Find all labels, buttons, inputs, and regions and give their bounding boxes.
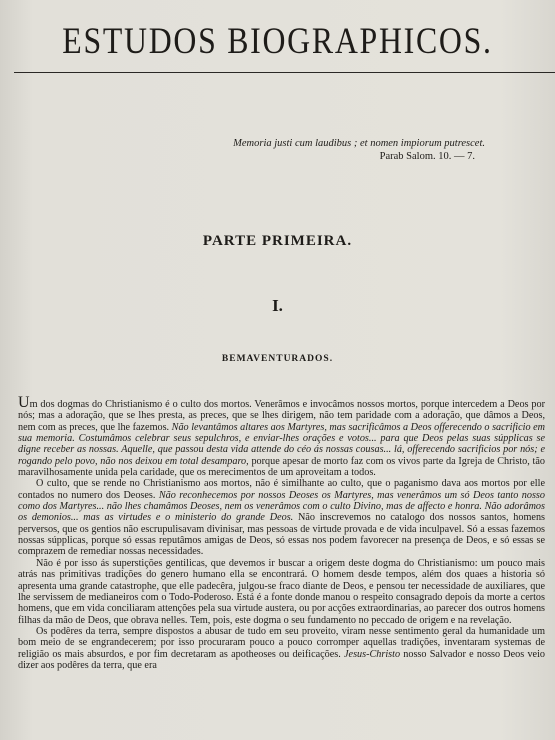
- header-rule: [14, 72, 555, 73]
- epigraph-quote: Memoria justi cum laudibus ; et nomen impiorum putrescet.: [233, 138, 485, 149]
- paragraph-4-italic: Jesus-Christo: [344, 648, 401, 660]
- drop-initial: U: [18, 394, 30, 411]
- paragraph-2-text-a: O culto, que se rende no Christianismo aos mortos, não é similhante ao culto, que o paganismo dava aos mortos por elle contados no numero dos Deoses.: [18, 478, 545, 501]
- body-text: [18, 394, 546, 671]
- paragraph-4: [18, 626, 545, 671]
- page-title: ESTUDOS BIOGRAPHICOS.: [62, 21, 493, 62]
- paragraph-1-italic: Não levantâmos altares aos Martyres, mas sacrificâmos a Deos offerecendo o sacrificio em sua memoria. Costumâmos celebrar seus sepulchros, e enviar-lhes orações e votos... para que Deos pelas suas súpplicas se digne receber as nossas. Aquelle, que passou desta vida attende do céo ás nossas cousas... lá, offerecendo sacrificios por nós; e rogando pelo povo, não nos deixou em total desamparo,: [18, 421, 545, 467]
- chapter-number: I.: [272, 296, 283, 315]
- part-title: PARTE PRIMEIRA.: [202, 233, 353, 249]
- section-title: BEMAVENTURADOS.: [221, 354, 334, 364]
- paragraph-4-text-b: nosso Salvador e nosso Deos veio dizer aos podêres da terra, que era: [18, 648, 546, 671]
- paragraph-1-text-a: m dos dogmas do Christianismo é o culto dos mortos. Venerâmos e invocâmos nossos mortos, porque intercedem a Deos por nós; mas a adoração, que se lhes presta, as preces, que se lhes dirigem, não tem paridade com a adoração, que dâmos a Deos, nem com as preces, que lhe fazemos.: [18, 399, 545, 433]
- paragraph-3: [18, 558, 545, 626]
- paragraph-2-text-b: Não inscrevemos no catalogo dos nossos santos, homens perversos, que os gentios não escrupulisavam divinisar, mas pessoas de virtude provada e de vida inculpavel. Só a essas fazemos nossas súpplicas, porque só essas reputâmos amigas de Deos, só essas nos podem favorecer na presença de Deos, e só essas se comprazem de remediar nossas necessidades.: [18, 512, 546, 558]
- epigraph: [233, 137, 485, 163]
- paragraph-1-text-b: porque apesar de morto faz com os vivos parte da Igreja de Christo, tão maravilhosamente unida pela caridade, que os merecimentos de um aproveitam a todos.: [18, 455, 545, 479]
- paragraph-2: [18, 478, 545, 557]
- paragraph-4-text-a: Os podêres da terra, sempre dispostos a abusar de tudo em seu proveito, viram nesse sentimento geral da humanidade um bom meio de se engrandecerem; por isso procuraram pouco a pouco corromper aquellas tradições, inventaram systemas de religião os mais absurdos, e por fim decretaram as apotheoses ou deificações.: [18, 625, 545, 660]
- paragraph-1: [18, 394, 545, 479]
- paragraph-2-italic: Não reconhecemos por nossos Deoses os Martyres, mas venerâmos um só Deos tanto nosso como dos Martyres... não lhes chamâmos Deoses, nem os venerâmos com o culto Divino, mas de affecto e honra. Não adorâmos os demonios... mas as virtudes e o ministerio do grande Deos.: [18, 489, 545, 524]
- epigraph-source: Parab Salom. 10. — 7.: [379, 151, 475, 162]
- paragraph-3-text: Não é por isso ás superstições gentilicas, que devemos ir buscar a origem deste dogma do Christianismo: um pouco mais atrás nas primitivas tradições do genero humano ella se encontrará. O homem desde tempos, além dos quaes a historia só apresenta uma grande catastrophe, que elle padecêra, julgou-se fraco diante de Deos, e pensou ter necessidade de auxiliares, que lhe servissem de medianeiros com o Todo-Poderoso. Está é a fonte donde manou o respeito consagrado depois da morte a certos homens, que em vida conciliaram attenções pela sua virtude austera, ou por acções extraordinarias, ao parecer dos outros homens filhas da mão de Deos, que obrava nelles. Tem, pois, este dogma o seu fundamento no peccado de origem e na revelação.: [18, 557, 546, 626]
